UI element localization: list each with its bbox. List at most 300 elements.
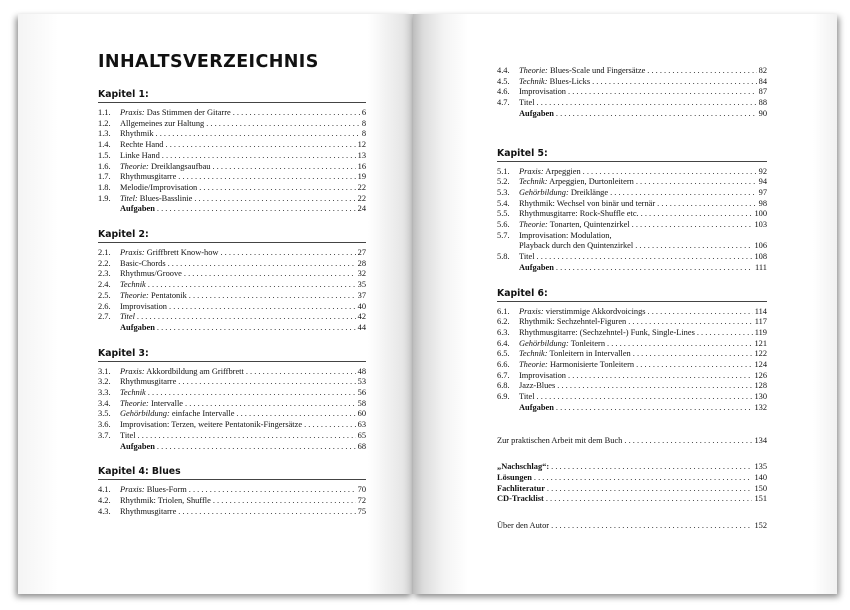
entry-text: Tonarten, Quintenzirkel bbox=[547, 220, 630, 230]
page-number: 108 bbox=[754, 252, 767, 262]
entry-title bbox=[120, 280, 146, 291]
entry-text: Harmonisierte Tonleitern bbox=[547, 360, 635, 370]
entry-title bbox=[519, 199, 655, 210]
page-number: 32 bbox=[357, 269, 366, 279]
entry-title bbox=[120, 431, 136, 442]
entry-text: Aufgaben bbox=[519, 262, 554, 272]
entry-text: CD-Tracklist bbox=[497, 494, 544, 504]
toc-entry bbox=[98, 248, 366, 259]
dot-leader bbox=[220, 248, 355, 259]
entry-text: Über den Autor bbox=[497, 521, 550, 531]
entry-title bbox=[519, 188, 608, 199]
entry-text: Allgemeines zur Haltung bbox=[120, 118, 205, 128]
page-number: 72 bbox=[357, 495, 366, 505]
toc-entry bbox=[98, 302, 366, 313]
toc-entry bbox=[98, 377, 366, 388]
toc-entry bbox=[98, 183, 366, 194]
entry-text: Rhythmik: Sechzehntel-Figuren bbox=[519, 317, 627, 327]
page-number: 53 bbox=[357, 377, 366, 387]
entry-title bbox=[519, 177, 634, 188]
entry-text: Dreiklangsaufbau bbox=[148, 161, 211, 171]
dot-leader bbox=[568, 87, 757, 98]
entry-number: 1.2. bbox=[98, 118, 111, 128]
entry-category: Theorie: bbox=[120, 290, 149, 300]
entry-text: Improvisation: Terzen, weitere Pentatonik-Fingersätze bbox=[120, 420, 303, 430]
entry-number: 6.9. bbox=[497, 392, 510, 402]
entry-number: 5.8. bbox=[497, 252, 510, 262]
entry-title bbox=[519, 109, 554, 120]
toc-entry bbox=[98, 151, 366, 162]
toc-entry bbox=[497, 484, 767, 495]
entry-title bbox=[497, 521, 549, 532]
entry-number: 3.6. bbox=[98, 420, 111, 430]
toc-entry bbox=[497, 349, 767, 360]
entry-number: 6.3. bbox=[497, 327, 510, 337]
chapter-section bbox=[497, 148, 767, 274]
page-number: 130 bbox=[754, 392, 767, 402]
entry-text: Linke Hand bbox=[120, 150, 160, 160]
chapter-section bbox=[497, 288, 767, 414]
entry-number: 4.5. bbox=[497, 76, 510, 86]
page-number: 119 bbox=[754, 327, 767, 337]
entry-title bbox=[120, 312, 135, 323]
dot-leader bbox=[556, 403, 753, 414]
toc-entry bbox=[98, 409, 366, 420]
page-number: 68 bbox=[357, 441, 366, 451]
toc-entry bbox=[497, 462, 767, 473]
entry-title bbox=[120, 269, 182, 280]
entry-number: 6.8. bbox=[497, 381, 510, 391]
entry-category: Praxis: bbox=[120, 366, 145, 376]
entry-number: 4.3. bbox=[98, 506, 111, 516]
toc-entry-continuation bbox=[497, 241, 767, 252]
entry-number: 4.1. bbox=[98, 485, 111, 495]
page-number: 90 bbox=[758, 108, 767, 118]
dot-leader bbox=[534, 473, 753, 484]
page-number: 42 bbox=[357, 312, 366, 322]
dot-leader bbox=[168, 259, 356, 270]
entry-text: Titel bbox=[519, 392, 535, 402]
entry-title bbox=[519, 371, 566, 382]
dot-leader bbox=[157, 204, 356, 215]
page-number: 114 bbox=[754, 306, 767, 316]
dot-leader bbox=[610, 188, 757, 199]
page-number: 60 bbox=[357, 409, 366, 419]
dot-leader bbox=[556, 263, 753, 274]
entry-text: Blues-Scale und Fingersätze bbox=[547, 66, 646, 75]
entry-title bbox=[120, 129, 154, 140]
page-number: 37 bbox=[357, 290, 366, 300]
page-number: 58 bbox=[357, 398, 366, 408]
entry-text: Basic-Chords bbox=[120, 258, 166, 268]
left-page-content bbox=[98, 52, 366, 531]
entry-number: 2.1. bbox=[98, 248, 111, 258]
chapter-section bbox=[98, 229, 366, 334]
toc-entry bbox=[497, 167, 767, 178]
entry-category: Titel bbox=[120, 312, 135, 322]
page-number: 128 bbox=[754, 381, 767, 391]
entry-title bbox=[120, 367, 244, 378]
dot-leader bbox=[138, 431, 356, 442]
dot-leader bbox=[137, 312, 356, 323]
dot-leader bbox=[636, 177, 757, 188]
entry-title bbox=[519, 167, 581, 178]
toc-entry bbox=[98, 280, 366, 291]
entry-number: 1.6. bbox=[98, 161, 111, 171]
entry-number: 2.2. bbox=[98, 258, 111, 268]
toc-entry bbox=[98, 108, 366, 119]
entry-title bbox=[120, 259, 166, 270]
entry-text: Improvisation bbox=[519, 87, 566, 97]
entry-title bbox=[519, 328, 695, 339]
dot-leader bbox=[583, 167, 757, 178]
toc-entry bbox=[98, 129, 366, 140]
toc-entry bbox=[497, 403, 767, 414]
entry-text: Blues-Basslinie bbox=[137, 193, 193, 203]
entry-text: Zur praktischen Arbeit mit dem Buch bbox=[497, 435, 623, 445]
entry-text: Dreiklänge bbox=[568, 187, 609, 197]
entry-text: Fachliteratur bbox=[497, 483, 545, 493]
entry-number: 5.2. bbox=[497, 177, 510, 187]
dot-leader bbox=[556, 109, 757, 120]
page-number: 35 bbox=[357, 280, 366, 290]
dot-leader bbox=[246, 367, 356, 378]
page-number: 135 bbox=[754, 462, 767, 472]
entry-title bbox=[519, 349, 631, 360]
entry-text: Improvisation bbox=[120, 301, 167, 311]
toc-entry bbox=[98, 507, 366, 518]
entry-number: 6.5. bbox=[497, 349, 510, 359]
chapter-heading: Kapitel 2: bbox=[98, 229, 366, 243]
entry-title bbox=[519, 317, 626, 328]
entry-text: „Nachschlag“: bbox=[497, 462, 550, 472]
entry-category: Technik bbox=[120, 280, 146, 290]
entry-category: Theorie: bbox=[120, 398, 149, 408]
toc-entry bbox=[98, 194, 366, 205]
toc-entry bbox=[497, 263, 767, 274]
chapter-section bbox=[98, 466, 366, 517]
dot-leader bbox=[213, 496, 356, 507]
toc-entry bbox=[497, 209, 767, 220]
dot-leader bbox=[537, 252, 753, 263]
entry-number: 3.4. bbox=[98, 398, 111, 408]
chapter-heading: Kapitel 3: bbox=[98, 348, 366, 362]
entry-title bbox=[519, 98, 535, 109]
entry-number: 4.2. bbox=[98, 495, 111, 505]
entry-text: Jazz-Blues bbox=[519, 381, 556, 391]
dot-leader bbox=[647, 66, 756, 77]
dot-leader bbox=[547, 484, 753, 495]
entry-number: 3.1. bbox=[98, 366, 111, 376]
entry-text: Rhythmus/Groove bbox=[120, 269, 182, 279]
toc-entry bbox=[98, 269, 366, 280]
dot-leader bbox=[157, 442, 356, 453]
dot-leader bbox=[189, 485, 356, 496]
entry-category: Gehörbildung: bbox=[519, 338, 569, 348]
dot-leader bbox=[185, 399, 356, 410]
entry-title bbox=[519, 403, 554, 414]
dot-leader bbox=[162, 151, 356, 162]
toc-entry bbox=[497, 436, 767, 447]
right-page-content bbox=[497, 66, 767, 532]
entry-title bbox=[519, 77, 590, 88]
entry-number: 1.8. bbox=[98, 182, 111, 192]
page-number: 28 bbox=[357, 258, 366, 268]
page-number: 106 bbox=[754, 241, 767, 251]
entry-title bbox=[497, 462, 549, 473]
entry-category: Theorie: bbox=[120, 161, 149, 171]
page-number: 94 bbox=[758, 177, 767, 187]
entry-number: 5.1. bbox=[497, 166, 510, 176]
dot-leader bbox=[633, 349, 753, 360]
entry-title bbox=[120, 399, 183, 410]
entry-title bbox=[120, 388, 146, 399]
entry-number: 5.3. bbox=[497, 187, 510, 197]
entry-number: 1.9. bbox=[98, 193, 111, 203]
entry-text: Lösungen bbox=[497, 472, 532, 482]
entry-title bbox=[519, 220, 630, 231]
page-number: 75 bbox=[357, 506, 366, 516]
toc-entry bbox=[497, 77, 767, 88]
entry-text: Improvisation bbox=[519, 370, 566, 380]
dot-leader bbox=[178, 507, 355, 518]
entry-title bbox=[120, 496, 211, 507]
toc-entry bbox=[497, 109, 767, 120]
entry-title bbox=[120, 248, 218, 259]
dot-leader bbox=[537, 98, 757, 109]
page-number: 82 bbox=[758, 66, 767, 75]
toc-entry bbox=[497, 392, 767, 403]
dot-leader bbox=[546, 494, 753, 505]
entry-text: Pentatonik bbox=[148, 290, 187, 300]
dot-leader bbox=[551, 521, 752, 532]
entry-title bbox=[519, 87, 566, 98]
page-number: 117 bbox=[754, 317, 767, 327]
entry-title bbox=[519, 339, 605, 350]
page-number: 84 bbox=[758, 76, 767, 86]
entry-title bbox=[497, 436, 622, 447]
page-number: 48 bbox=[357, 366, 366, 376]
dot-leader bbox=[648, 307, 753, 318]
page-number: 22 bbox=[357, 193, 366, 203]
entry-number: 6.2. bbox=[497, 317, 510, 327]
toc-entry bbox=[497, 339, 767, 350]
page-number: 40 bbox=[357, 301, 366, 311]
entry-number: 1.7. bbox=[98, 172, 111, 182]
entry-text: Rhythmusgitarre bbox=[120, 506, 177, 516]
entry-text: Rhythmusgitarre: Rock-Shuffle etc. bbox=[519, 209, 639, 219]
entry-text: einfache Intervalle bbox=[169, 409, 235, 419]
entry-text: Rhythmusgitarre bbox=[120, 172, 177, 182]
entry-category: Gehörbildung: bbox=[519, 187, 569, 197]
page-number: 124 bbox=[754, 360, 767, 370]
entry-title bbox=[519, 392, 535, 403]
entry-text: Rhythmik: Wechsel von binär und ternär bbox=[519, 198, 656, 208]
entry-number: 3.5. bbox=[98, 409, 111, 419]
entry-text: Arpeggien, Durtonleitern bbox=[547, 177, 634, 187]
dot-leader bbox=[148, 280, 356, 291]
entry-category: Theorie: bbox=[519, 220, 548, 230]
entry-category: Praxis: bbox=[519, 166, 544, 176]
entry-number: 1.1. bbox=[98, 108, 111, 117]
dot-leader bbox=[537, 392, 753, 403]
entry-text: Rhythmusgitarre: (Sechzehntel-) Funk, Single-Lines bbox=[519, 327, 695, 337]
page-number: 92 bbox=[758, 166, 767, 176]
chapter-heading: Kapitel 1: bbox=[98, 89, 366, 103]
entry-text: Playback durch den Quintenzirkel bbox=[519, 241, 634, 251]
entry-number: 3.3. bbox=[98, 388, 111, 398]
entry-title bbox=[519, 252, 535, 263]
dot-leader bbox=[157, 323, 356, 334]
entry-category: Technik bbox=[120, 388, 146, 398]
dot-leader bbox=[632, 220, 753, 231]
author-section bbox=[497, 521, 767, 532]
toc-entry bbox=[497, 317, 767, 328]
page-number: 56 bbox=[357, 388, 366, 398]
entry-title bbox=[519, 231, 612, 242]
dot-leader bbox=[636, 360, 752, 371]
page-number: 121 bbox=[754, 338, 767, 348]
entry-text: Rhythmusgitarre bbox=[120, 377, 177, 387]
page-number: 65 bbox=[357, 430, 366, 440]
dot-leader bbox=[628, 317, 753, 328]
entry-number: 6.1. bbox=[497, 306, 510, 316]
entry-category: Praxis: bbox=[519, 306, 544, 316]
entry-category: Praxis: bbox=[120, 108, 145, 117]
entry-category: Theorie: bbox=[519, 66, 548, 75]
dot-leader bbox=[568, 371, 752, 382]
entry-number: 4.6. bbox=[497, 87, 510, 97]
entry-title bbox=[120, 507, 176, 518]
toc-entry bbox=[497, 307, 767, 318]
dot-leader bbox=[657, 199, 756, 210]
dot-leader bbox=[592, 77, 757, 88]
page-number: 22 bbox=[357, 182, 366, 192]
dot-leader bbox=[624, 436, 752, 447]
entry-text: Intervalle bbox=[148, 398, 184, 408]
toc-entry bbox=[497, 98, 767, 109]
entry-text: Aufgaben bbox=[120, 322, 155, 332]
toc-entry bbox=[98, 162, 366, 173]
left-page bbox=[18, 14, 413, 594]
entry-text: Aufgaben bbox=[519, 402, 554, 412]
entry-category: Technik: bbox=[519, 177, 548, 187]
entry-title bbox=[120, 108, 231, 119]
entry-number: 5.7. bbox=[497, 230, 510, 240]
page-number: 150 bbox=[754, 483, 767, 493]
chapter-section bbox=[98, 348, 366, 453]
dot-leader bbox=[178, 377, 355, 388]
entry-title bbox=[120, 194, 192, 205]
entry-text: Titel bbox=[120, 430, 136, 440]
entry-number: 1.5. bbox=[98, 150, 111, 160]
entry-text: Griffbrett Know-how bbox=[144, 248, 219, 258]
entry-title bbox=[120, 151, 160, 162]
entry-text: Aufgaben bbox=[519, 108, 554, 118]
entry-text: Melodie/Improvisation bbox=[120, 182, 198, 192]
dot-leader bbox=[184, 269, 356, 280]
entry-number: 6.6. bbox=[497, 360, 510, 370]
entry-text: Rechte Hand bbox=[120, 140, 164, 150]
entry-text: Das Stimmen der Gitarre bbox=[144, 108, 231, 117]
page-number: 140 bbox=[754, 472, 767, 482]
dot-leader bbox=[607, 339, 752, 350]
page-number: 132 bbox=[754, 402, 767, 412]
toc-entry bbox=[497, 521, 767, 532]
page-number: 97 bbox=[758, 187, 767, 197]
dot-leader bbox=[156, 129, 360, 140]
entry-category: Titel: bbox=[120, 193, 138, 203]
toc-entry bbox=[497, 473, 767, 484]
toc-entry bbox=[497, 328, 767, 339]
page-number: 87 bbox=[758, 87, 767, 97]
entry-title bbox=[120, 119, 204, 130]
toc-entry bbox=[98, 399, 366, 410]
chapter-heading: Kapitel 4: Blues bbox=[98, 466, 366, 480]
page-number: 103 bbox=[754, 220, 767, 230]
entry-title bbox=[497, 473, 532, 484]
page-number: 27 bbox=[357, 248, 366, 258]
dot-leader bbox=[169, 302, 356, 313]
toc-entry bbox=[497, 87, 767, 98]
entry-text: Blues-Form bbox=[144, 485, 187, 495]
toc-entry bbox=[98, 312, 366, 323]
toc-entry bbox=[98, 367, 366, 378]
dot-leader bbox=[557, 381, 752, 392]
entry-title bbox=[120, 162, 210, 173]
toc-entry bbox=[497, 231, 767, 242]
entry-text: Titel bbox=[519, 98, 535, 108]
dot-leader bbox=[233, 108, 360, 119]
entry-number: 2.3. bbox=[98, 269, 111, 279]
toc-entry bbox=[497, 220, 767, 231]
entry-number: 3.2. bbox=[98, 377, 111, 387]
entry-title bbox=[120, 172, 176, 183]
entry-category: Gehörbildung: bbox=[120, 409, 170, 419]
entry-category: Praxis: bbox=[120, 248, 145, 258]
dot-leader bbox=[189, 291, 356, 302]
entry-title bbox=[519, 66, 645, 77]
dot-leader bbox=[697, 328, 753, 339]
entry-title bbox=[120, 323, 155, 334]
entry-number: 1.3. bbox=[98, 129, 111, 139]
entry-text: Blues-Licks bbox=[547, 76, 591, 86]
entry-title bbox=[120, 377, 176, 388]
entry-title bbox=[120, 291, 187, 302]
entry-title bbox=[519, 307, 646, 318]
page-number: 6 bbox=[361, 108, 366, 117]
entry-number: 6.7. bbox=[497, 370, 510, 380]
page-number: 12 bbox=[357, 140, 366, 150]
page-number: 134 bbox=[754, 435, 767, 445]
entry-number: 4.7. bbox=[497, 98, 510, 108]
page-number: 152 bbox=[754, 521, 767, 531]
page-number: 100 bbox=[754, 209, 767, 219]
entry-text: Rhythmik: Triolen, Shuffle bbox=[120, 495, 211, 505]
page-number: 151 bbox=[754, 494, 767, 504]
right-page bbox=[413, 14, 837, 594]
entry-number: 6.4. bbox=[497, 338, 510, 348]
entry-title bbox=[519, 381, 555, 392]
practical-section bbox=[497, 436, 767, 447]
entry-category: Technik: bbox=[519, 349, 548, 359]
toc-entry bbox=[98, 485, 366, 496]
dot-leader bbox=[194, 194, 355, 205]
right-chapter-list bbox=[497, 148, 767, 414]
page-number: 44 bbox=[357, 322, 366, 332]
dot-leader bbox=[641, 209, 753, 220]
page-number: 122 bbox=[754, 349, 767, 359]
